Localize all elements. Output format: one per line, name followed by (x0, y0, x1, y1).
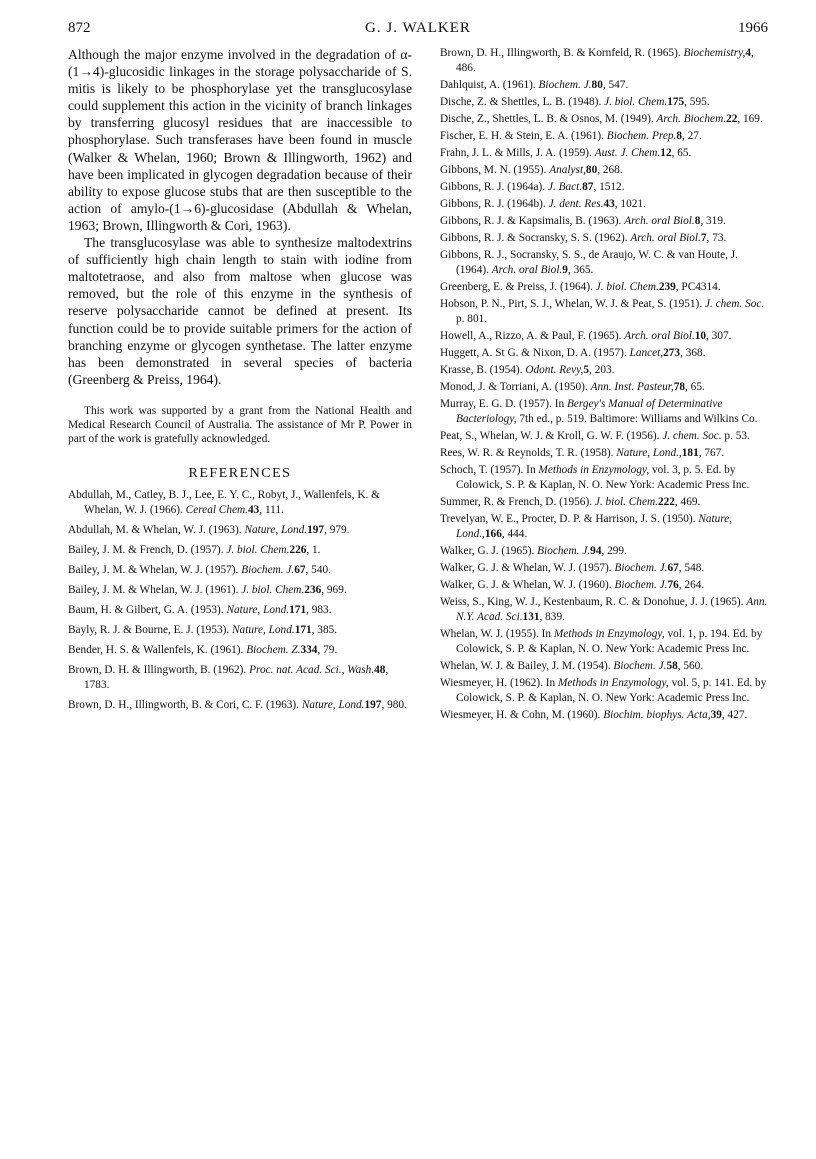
ref-pages: , 307. (706, 330, 732, 342)
ref-volume: 87 (582, 181, 594, 193)
ref-authors: Schoch, T. (1957). In (440, 464, 539, 476)
ref-journal: Methods in Enzymology, (558, 677, 669, 689)
ref-pages: , 385. (311, 624, 338, 637)
ref-pages: , 560. (677, 660, 704, 672)
page-header (68, 20, 768, 44)
ref-volume: 80 (585, 164, 598, 176)
ref-volume: 171 (294, 624, 312, 637)
ref-journal: Ann. N.Y. Acad. Sci. (456, 596, 768, 623)
ref-authors: Murray, E. G. D. (1957). In (440, 398, 567, 410)
ref-authors: Dische, Z., Shettles, L. B. & Osnos, M. (1949). (440, 113, 657, 125)
reference-entry (68, 543, 412, 558)
ref-volume: 94 (590, 545, 602, 557)
ref-journal: J. biol. Chem. (241, 584, 305, 597)
ref-journal: Nature, Lond. (244, 524, 308, 537)
ref-volume: 7 (700, 232, 707, 244)
ref-journal: J. biol. Chem. (594, 496, 658, 508)
ref-authors: Walker, G. J. & Whelan, W. J. (1957). (440, 562, 615, 574)
ref-journal: Nature, Lond. (301, 699, 365, 712)
ref-volume: 239 (658, 281, 676, 293)
ref-volume: 131 (522, 611, 540, 623)
ref-journal: Bergey's Manual of Determinative Bacteriology, (456, 398, 723, 425)
ref-authors: Dahlquist, A. (1961). (440, 79, 539, 91)
reference-entry (440, 380, 770, 395)
ref-volume: 12 (660, 147, 672, 159)
ref-pages: , 368. (680, 347, 706, 359)
ref-pages: , 595. (684, 96, 710, 108)
ref-pages: , 548. (678, 562, 705, 574)
ref-journal: Biochem. J. (614, 562, 668, 574)
ref-volume: 67 (294, 564, 306, 577)
ref-authors: Walker, G. J. (1965). (440, 545, 538, 557)
ref-volume: 10 (694, 330, 707, 342)
reference-entry (440, 129, 770, 144)
ref-journal: Odont. Revy, (525, 364, 584, 376)
ref-journal: Biochemistry, (683, 47, 746, 59)
ref-authors: Summer, R. & French, D. (1956). (440, 496, 595, 508)
ref-authors: Monod, J. & Torriani, A. (1950). (440, 381, 591, 393)
ref-authors: Gibbons, R. J. & Socransky, S. S. (1962). (440, 232, 631, 244)
ref-journal: Biochim. biophys. Acta, (603, 709, 711, 721)
ref-volume: 4 (745, 47, 751, 59)
ref-authors: Bayly, R. J. & Bourne, E. J. (1953). (68, 624, 233, 637)
ref-journal: Biochem. J. (614, 579, 668, 591)
ref-pages: vol. 5, p. 141. Ed. by Colowick, S. P. & Kaplan, N. O. New York: Academic Press Inc. (456, 677, 767, 704)
page-number: 872 (68, 20, 91, 36)
ref-journal: Cereal Chem. (185, 504, 248, 517)
ref-pages: , 27. (682, 130, 702, 142)
ref-authors: Abdullah, M. & Whelan, W. J. (1963). (68, 524, 245, 537)
ref-authors: Wiesmeyer, H. (1962). In (440, 677, 558, 689)
ref-pages: , 983. (306, 604, 332, 617)
reference-entry (440, 214, 770, 229)
reference-entry (440, 495, 770, 510)
reference-entry (440, 429, 770, 444)
reference-entry (440, 512, 770, 542)
ref-volume: 197 (364, 699, 382, 712)
ref-journal: Biochem. Prep. (606, 130, 677, 142)
references-list-left (68, 488, 412, 713)
reference-entry (68, 603, 412, 618)
ref-pages: , 839. (539, 611, 565, 623)
reference-entry (440, 95, 770, 110)
ref-journal: Biochem. J. (537, 545, 591, 557)
ref-pages: , 268. (597, 164, 623, 176)
ref-volume: 181 (681, 447, 699, 459)
ref-authors: Huggett, A. St G. & Nixon, D. A. (1957). (440, 347, 630, 359)
reference-entry (440, 561, 770, 576)
ref-pages: , 365. (567, 264, 594, 276)
reference-entry (440, 544, 770, 559)
ref-pages: , 1021. (614, 198, 646, 210)
reference-entry (68, 663, 412, 693)
ref-pages: , 540. (305, 564, 331, 577)
reference-entry (68, 643, 412, 658)
ref-authors: Rees, W. R. & Reynolds, T. R. (1958). (440, 447, 617, 459)
ref-pages: 7th ed., p. 519. Baltimore: Williams and Wilkins Co. (516, 413, 758, 425)
ref-journal: J. chem. Soc. (662, 430, 722, 442)
header-year: 1966 (738, 20, 768, 36)
reference-entry (440, 112, 770, 127)
ref-journal: Nature, Lond., (616, 447, 682, 459)
ref-journal: Aust. J. Chem. (594, 147, 661, 159)
ref-authors: Fischer, E. H. & Stein, E. A. (1961). (440, 130, 607, 142)
reference-entry (440, 595, 770, 625)
ref-volume: 236 (304, 584, 322, 597)
ref-journal: Methods in Enzymology, (538, 464, 650, 476)
ref-volume: 175 (667, 96, 685, 108)
reference-entry (440, 659, 770, 674)
ref-pages: , 969. (321, 584, 347, 597)
ref-authors: Greenberg, E. & Preiss, J. (1964). (440, 281, 596, 293)
ref-pages: , 79. (317, 644, 338, 657)
ref-pages: , 469. (674, 496, 701, 508)
reference-entry (440, 627, 770, 657)
ref-journal: Proc. nat. Acad. Sci., Wash. (249, 664, 375, 677)
ref-authors: Bailey, J. M. & Whelan, W. J. (1961). (68, 584, 242, 597)
ref-pages: , 767. (698, 447, 725, 459)
body-paragraph-1: Although the major enzyme involved in the degradation of α-(1→4)-glucosidic linkages in the storage polysaccharide of S. mitis is likely to be phosphorylase yet the transglucosylase could supplement this action in the vicinity of branch linkages by transferring glucosyl residues that are inaccessible to phosphorylase. Such transferases have been found in muscle (Walker & Whelan, 1960; Brown & Illingworth, 1962) and have been implicated in glycogen degradation because of their ability to expose glucose stubs that are then susceptible to the action of amylo-(1→6)-glucosidase (Abdullah & Whelan, 1963; Brown, Illingworth & Cori, 1963). (68, 47, 412, 233)
ref-authors: Gibbons, R. J. (1964a). (440, 181, 548, 193)
ref-pages: , 980. (381, 699, 407, 712)
ref-authors: Gibbons, R. J. (1964b). (440, 198, 549, 210)
ref-authors: Bailey, J. M. & Whelan, W. J. (1957). (68, 564, 242, 577)
ref-pages: , 319. (700, 215, 726, 227)
ref-pages: , 299. (601, 545, 627, 557)
ref-authors: Peat, S., Whelan, W. J. & Kroll, G. W. F. (1956). (440, 430, 663, 442)
ref-authors: Gibbons, M. N. (1955). (440, 164, 550, 176)
ref-pages: , PC4314. (675, 281, 721, 293)
ref-volume: 22 (726, 113, 738, 125)
ref-pages: , 203. (589, 364, 615, 376)
reference-entry (440, 146, 770, 161)
ref-pages: , 73. (706, 232, 727, 244)
ref-volume: 67 (667, 562, 679, 574)
ref-volume: 76 (667, 579, 679, 591)
reference-entry (440, 46, 770, 76)
body-paragraph-2: The transglucosylase was able to synthesize maltodextrins of sufficiently high chain length to stain with iodine from maltotetraose, and also from maltose when glucose was removed, but the role of this enzyme in the synthesis of reserve polysaccharide cannot be defined at present. Its function could be to provide suitable primers for the action of branching enzyme or glycogen synthetase. The latter enzyme has been demonstrated in several species of bacteria (Greenberg & Preiss, 1964). (68, 235, 412, 387)
ref-authors: Bailey, J. M. & French, D. (1957). (68, 544, 227, 557)
ref-pages: , 65. (671, 147, 692, 159)
reference-entry (68, 583, 412, 598)
ref-volume: 58 (666, 660, 678, 672)
ref-journal: J. biol. Chem. (226, 544, 290, 557)
ref-authors: Brown, D. H., Illingworth, B. & Cori, C. F. (1963). (68, 699, 302, 712)
ref-volume: 43 (248, 504, 260, 517)
ref-volume: 222 (657, 496, 675, 508)
ref-volume: 5 (583, 364, 590, 376)
reference-entry (68, 488, 412, 518)
ref-pages: , 486. (456, 47, 754, 74)
reference-entry (440, 297, 770, 327)
ref-journal: J. chem. Soc. (704, 298, 765, 310)
ref-journal: Ann. Inst. Pasteur, (590, 381, 674, 393)
reference-entry (440, 578, 770, 593)
ref-authors: Whelan, W. J. & Bailey, J. M. (1954). (440, 660, 614, 672)
ref-pages: , 547. (602, 79, 629, 91)
ref-authors: Howell, A., Rizzo, A. & Paul, F. (1965). (440, 330, 625, 342)
ref-volume: 8 (694, 215, 701, 227)
ref-volume: 171 (289, 604, 307, 617)
reference-entry (440, 280, 770, 295)
reference-entry (440, 446, 770, 461)
ref-pages: , 1. (306, 544, 321, 557)
reference-entry (440, 248, 770, 278)
ref-authors: Walker, G. J. & Whelan, W. J. (1960). (440, 579, 615, 591)
reference-entry (440, 197, 770, 212)
ref-journal: Arch. oral Biol. (624, 330, 695, 342)
reference-entry (68, 698, 412, 713)
ref-pages: , 264. (678, 579, 705, 591)
references-heading: REFERENCES (188, 466, 292, 482)
ref-authors: Weiss, S., King, W. J., Kestenbaum, R. C. & Donohue, J. J. (1965). (440, 596, 747, 608)
ref-journal: Arch. oral Biol. (624, 215, 695, 227)
reference-entry (440, 397, 770, 427)
ref-journal: Nature, Lond. (226, 604, 290, 617)
ref-authors: Krasse, B. (1954). (440, 364, 526, 376)
ref-pages: , 169. (737, 113, 763, 125)
reference-entry (68, 563, 412, 578)
ref-journal: J. biol. Chem. (604, 96, 668, 108)
ref-journal: Biochem. J. (613, 660, 667, 672)
ref-pages: , 111. (259, 504, 284, 517)
ref-pages: p. 53. (721, 430, 750, 442)
ref-journal: Nature, Lond., (456, 513, 733, 540)
ref-journal: J. Bact. (547, 181, 583, 193)
reference-entry (68, 623, 412, 638)
ref-volume: 9 (562, 264, 568, 276)
ref-volume: 8 (676, 130, 682, 142)
ref-authors: Brown, D. H. & Illingworth, B. (1962). (68, 664, 250, 677)
reference-entry (440, 163, 770, 178)
ref-volume: 43 (603, 198, 615, 210)
ref-volume: 273 (663, 347, 681, 359)
ref-authors: Baum, H. & Gilbert, G. A. (1953). (68, 604, 227, 617)
ref-journal: Methods in Enzymology, (553, 628, 665, 640)
ref-volume: 226 (289, 544, 307, 557)
ref-journal: Lancet, (629, 347, 664, 359)
ref-authors: Gibbons, R. J., Socransky, S. S., de Araujo, W. C. & van Houte, J. (1964). (440, 249, 739, 276)
ref-pages: , 427. (721, 709, 748, 721)
ref-journal: Biochem. J. (538, 79, 592, 91)
ref-authors: Hobson, P. N., Pirt, S. J., Whelan, W. J. & Peat, S. (1951). (440, 298, 705, 310)
running-title: G. J. WALKER (365, 20, 471, 36)
ref-authors: Gibbons, R. J. & Kapsimalis, B. (1963). (440, 215, 625, 227)
ref-authors: Wiesmeyer, H. & Cohn, M. (1960). (440, 709, 604, 721)
reference-entry (440, 231, 770, 246)
ref-authors: Bender, H. S. & Wallenfels, K. (1961). (68, 644, 247, 657)
ref-journal: J. biol. Chem. (595, 281, 659, 293)
ref-journal: J. dent. Res. (548, 198, 604, 210)
ref-pages: , 1512. (593, 181, 625, 193)
ref-authors: Dische, Z. & Shettles, L. B. (1948). (440, 96, 605, 108)
acknowledgement: This work was supported by a grant from the National Health and Medical Research Council of Australia. The assistance of Mr P. Power in part of the work is gratefully acknowledged. (68, 404, 412, 446)
reference-entry (440, 180, 770, 195)
reference-entry (440, 463, 770, 493)
ref-journal: Biochem. J. (241, 564, 295, 577)
ref-pages: vol. 3, p. 5. Ed. by Colowick, S. P. & Kaplan, N. O. New York: Academic Press Inc. (456, 464, 750, 491)
reference-entry (440, 708, 770, 723)
ref-authors: Frahn, J. L. & Mills, J. A. (1959). (440, 147, 595, 159)
reference-entry (68, 523, 412, 538)
ref-journal: Biochem. Z. (246, 644, 301, 657)
ref-journal: Analyst, (549, 164, 586, 176)
ref-volume: 80 (591, 79, 603, 91)
ref-volume: 197 (307, 524, 325, 537)
reference-entry (440, 78, 770, 93)
ref-pages: , 444. (501, 528, 528, 540)
ref-journal: Arch. oral Biol. (491, 264, 563, 276)
reference-entry (440, 363, 770, 378)
ref-volume: 334 (300, 644, 318, 657)
ref-authors: Brown, D. H., Illingworth, B. & Kornfeld, R. (1965). (440, 47, 684, 59)
ref-authors: Trevelyan, W. E., Procter, D. P. & Harrison, J. S. (1950). (440, 513, 699, 525)
left-column (68, 46, 412, 718)
ref-authors: Whelan, W. J. (1955). In (440, 628, 554, 640)
ref-authors: Abdullah, M., Catley, B. J., Lee, E. Y. C., Robyt, J., Wallenfels, K. & Whelan, W. J. (1966). (68, 489, 380, 517)
ref-pages: p. 801. (456, 313, 488, 325)
references-list-right (440, 46, 770, 723)
ref-journal: Nature, Lond. (232, 624, 295, 637)
ref-volume: 39 (710, 709, 722, 721)
ref-volume: 166 (484, 528, 502, 540)
ref-volume: 78 (673, 381, 686, 393)
ref-pages: , 65. (685, 381, 705, 393)
right-column (440, 46, 770, 725)
reference-entry (440, 346, 770, 361)
ref-journal: Arch. oral Biol. (630, 232, 701, 244)
ref-journal: Arch. Biochem. (656, 113, 727, 125)
reference-entry (440, 329, 770, 344)
ref-pages: , 1783. (84, 664, 389, 692)
reference-entry (440, 676, 770, 706)
ref-volume: 48 (374, 664, 386, 677)
ref-pages: , 979. (324, 524, 350, 537)
ref-pages: vol. 1, p. 194. Ed. by Colowick, S. P. & Kaplan, N. O. New York: Academic Press Inc. (456, 628, 763, 655)
